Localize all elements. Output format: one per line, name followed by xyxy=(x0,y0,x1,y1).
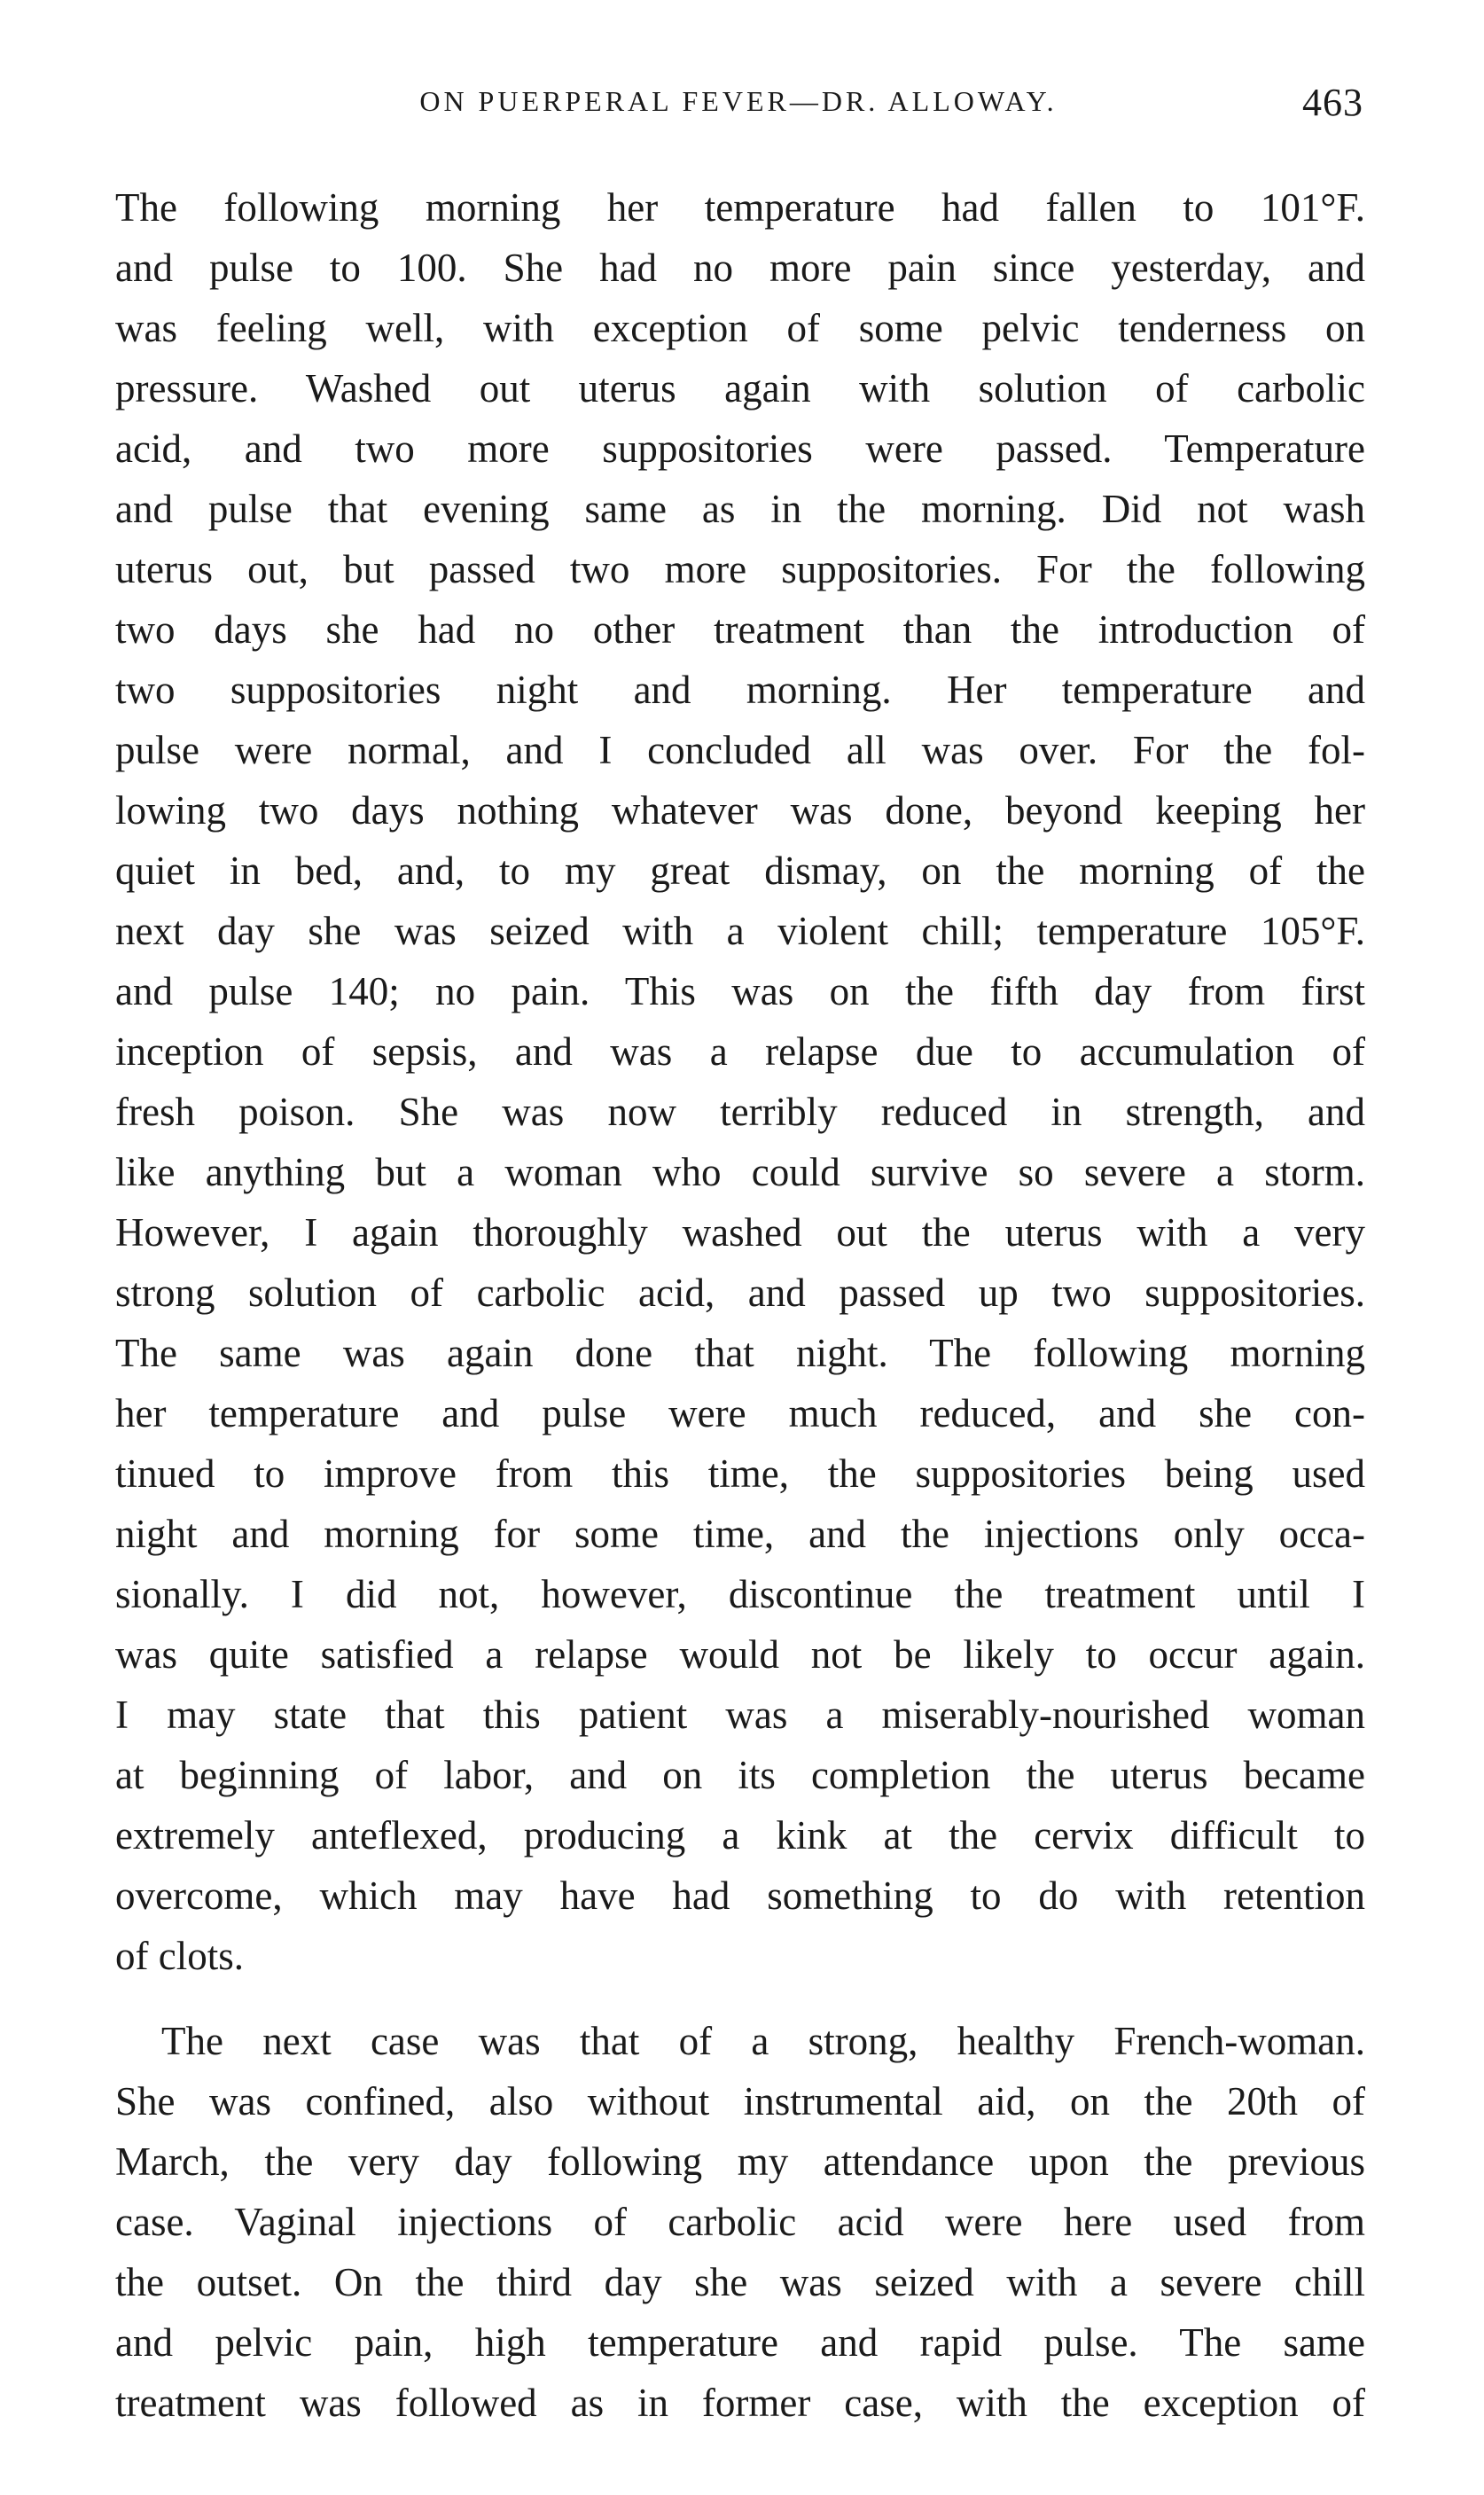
text-line: of clots. xyxy=(115,1934,244,1978)
text-line: like anything but a woman who could survive so severe a storm. xyxy=(115,1150,1365,1194)
text-line: treatment was followed as in former case, with the exception of xyxy=(115,2381,1365,2425)
running-title: ON PUERPERAL FEVER—DR. ALLOWAY. xyxy=(419,85,1058,117)
text-line: inception of sepsis, and was a relapse due to accumulation of xyxy=(115,1029,1365,1074)
text-line: and pulse that evening same as in the morning. Did not wash xyxy=(115,487,1365,531)
text-line: the outset. On the third day she was seized with a severe chill xyxy=(115,2260,1365,2304)
text-line: The following morning her temperature had fallen to 101°F. xyxy=(115,185,1365,230)
text-line: case. Vaginal injections of carbolic acid were here used from xyxy=(115,2200,1365,2244)
text-line: March, the very day following my attendance upon the previous xyxy=(115,2139,1365,2184)
text-line: uterus out, but passed two more suppositories. For the following xyxy=(115,547,1365,591)
text-line: fresh poison. She was now terribly reduced in strength, and xyxy=(115,1090,1365,1134)
paragraph-gap xyxy=(115,1986,1365,2011)
text-line: She was confined, also without instrumental aid, on the 20th of xyxy=(115,2079,1365,2123)
text-line: her temperature and pulse were much reduced, and she con- xyxy=(115,1391,1365,1435)
running-head xyxy=(113,81,1363,138)
text-line: The same was again done that night. The following morning xyxy=(115,1331,1365,1375)
text-line: quiet in bed, and, to my great dismay, on the morning of the xyxy=(115,849,1365,893)
text-line: and pulse to 100. She had no more pain since yesterday, and xyxy=(115,246,1365,290)
text-line: overcome, which may have had something to do with retention xyxy=(115,1873,1365,1918)
text-line: pulse were normal, and I concluded all was over. For the fol- xyxy=(115,728,1365,772)
paragraph-1 xyxy=(115,177,1365,1986)
text-line: lowing two days nothing whatever was done, beyond keeping her xyxy=(115,788,1365,833)
text-line: sionally. I did not, however, discontinue the treatment until I xyxy=(115,1572,1365,1616)
text-line: However, I again thoroughly washed out the uterus with a very xyxy=(115,1210,1365,1255)
text-line: night and morning for some time, and the injections only occa- xyxy=(115,1512,1365,1556)
text-line: acid, and two more suppositories were passed. Temperature xyxy=(115,426,1365,471)
text-line: and pelvic pain, high temperature and rapid pulse. The same xyxy=(115,2320,1365,2365)
text-line: tinued to improve from this time, the suppositories being used xyxy=(115,1451,1365,1496)
text-line: I may state that this patient was a miserably-nourished woman xyxy=(115,1693,1365,1737)
text-line: was quite satisfied a relapse would not be likely to occur again. xyxy=(115,1632,1365,1677)
text-line: next day she was seized with a violent chill; temperature 105°F. xyxy=(115,909,1365,953)
page-number: 463 xyxy=(1302,81,1363,124)
text-line: The next case was that of a strong, healthy French-woman. xyxy=(161,2019,1365,2063)
text-line: pressure. Washed out uterus again with solution of carbolic xyxy=(115,366,1365,411)
text-line: strong solution of carbolic acid, and passed up two suppositories. xyxy=(115,1271,1365,1315)
text-line: two days she had no other treatment than the introduction of xyxy=(115,607,1365,652)
paragraph-2 xyxy=(115,2011,1365,2433)
text-line: at beginning of labor, and on its completion the uterus became xyxy=(115,1753,1365,1797)
text-line: extremely anteflexed, producing a kink at the cervix difficult to xyxy=(115,1813,1365,1858)
text-line: two suppositories night and morning. Her temperature and xyxy=(115,668,1365,712)
text-line: was feeling well, with exception of some pelvic tenderness on xyxy=(115,306,1365,350)
text-line: and pulse 140; no pain. This was on the fifth day from first xyxy=(115,969,1365,1013)
body-text xyxy=(115,177,1365,2433)
